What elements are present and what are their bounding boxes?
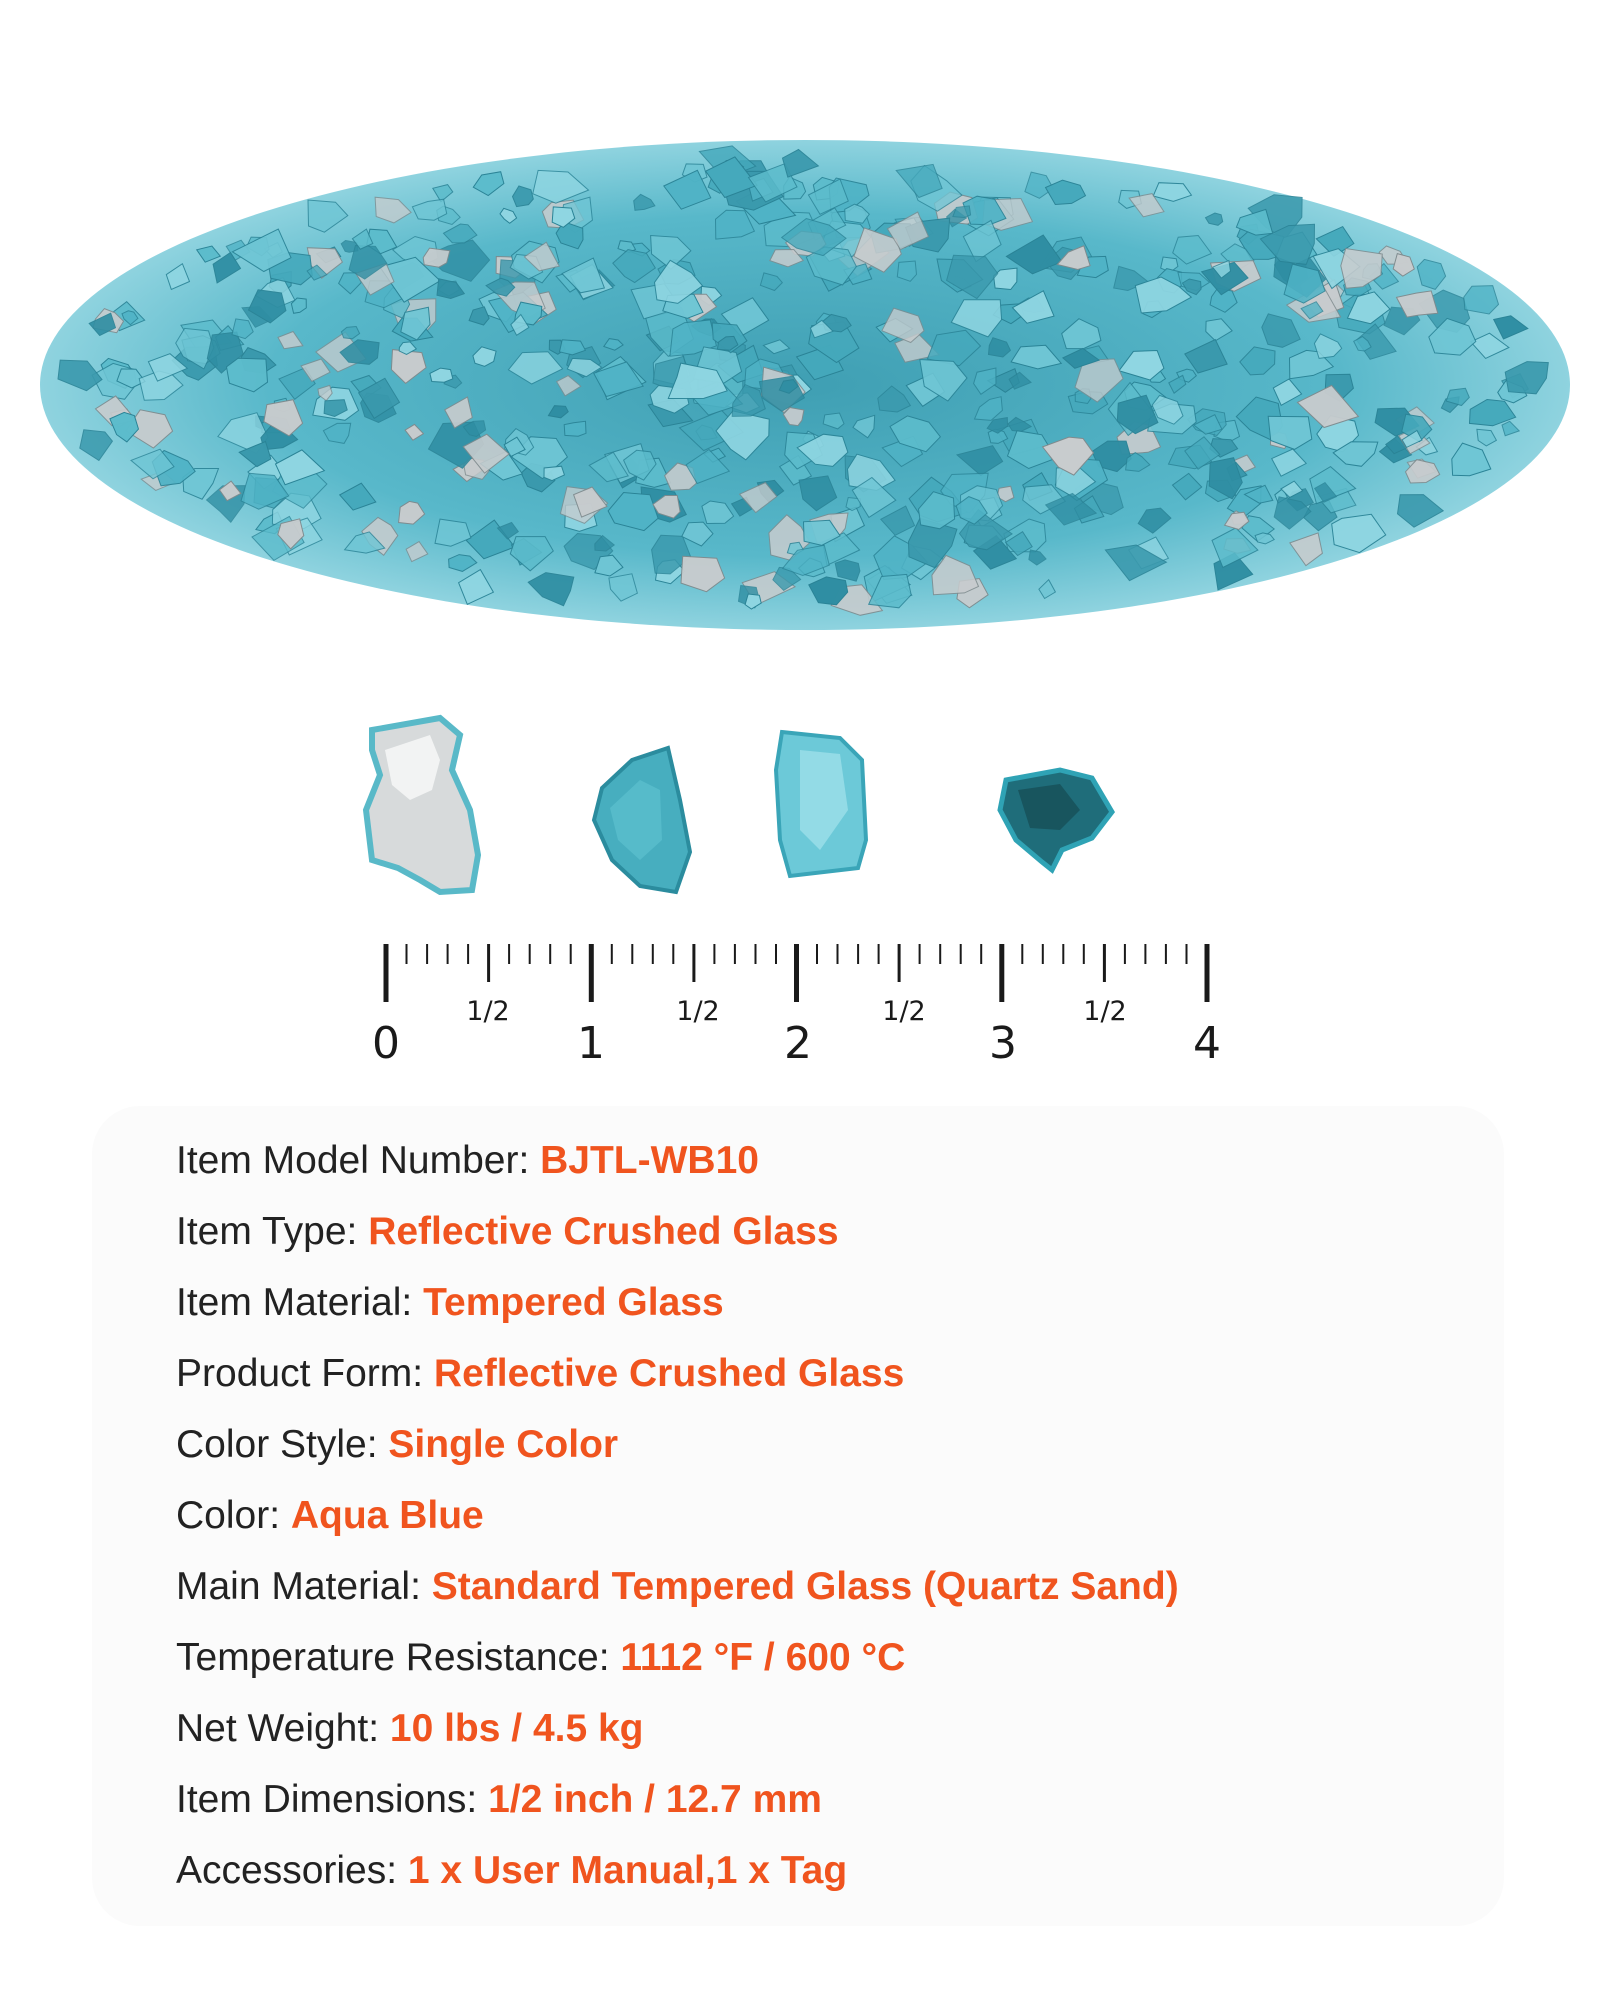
ruler-half-label-2: 1/2 [676,996,720,1027]
spec-label: Accessories: [176,1849,408,1892]
glass-pile-photo [0,0,1600,680]
dark-glass-piece [1000,770,1112,870]
spec-row-net-weight [176,1699,644,1759]
spec-label: Item Dimensions: [176,1778,489,1821]
spec-value: 1112 °F / 600 °C [620,1636,906,1679]
spec-row-main-material [176,1557,1179,1617]
spec-card [92,1106,1504,1926]
ruler-number-4: 4 [1193,1018,1221,1069]
spec-value: BJTL-WB10 [540,1139,759,1182]
ruler-number-2: 2 [784,1018,812,1069]
spec-label: Net Weight: [176,1707,390,1750]
spec-value: 1 x User Manual,1 x Tag [407,1849,848,1892]
spec-label: Item Type: [176,1210,369,1253]
ruler-number-3: 3 [989,1018,1017,1069]
spec-row-model-number [176,1131,759,1191]
spec-value: Reflective Crushed Glass [368,1210,839,1253]
spec-value: Single Color [388,1423,619,1466]
spec-label: Item Material: [176,1281,424,1324]
spec-row-accessories [176,1841,847,1901]
spec-label: Color Style: [176,1423,389,1466]
spec-row-item-material [176,1273,724,1333]
mirror-glass-piece [366,718,478,892]
size-ruler [0,930,1600,1090]
glass-chip [1464,286,1499,314]
glass-chip [564,421,586,436]
spec-value: Tempered Glass [423,1281,724,1324]
glass-pieces-samples [0,690,1600,930]
aqua-glass-piece [594,748,690,892]
ruler-half-label-3: 1/2 [882,996,926,1027]
spec-label: Main Material: [176,1565,432,1608]
spec-row-color-style [176,1415,618,1475]
spec-row-temperature-resistance [176,1628,905,1688]
ruler-number-1: 1 [577,1018,605,1069]
glass-chip [897,261,916,281]
spec-row-item-type [176,1202,839,1262]
spec-value: Reflective Crushed Glass [433,1352,905,1395]
spec-value: Aqua Blue [290,1494,484,1537]
spec-row-item-dimensions [176,1770,822,1830]
spec-row-color [176,1486,484,1546]
spec-value: 1/2 inch / 12.7 mm [488,1778,822,1821]
spec-value: 10 lbs / 4.5 kg [389,1707,644,1750]
glass-pile-illustration [0,0,1600,680]
spec-label: Item Model Number: [176,1139,541,1182]
clear-aqua-glass-piece [776,732,866,876]
spec-label: Product Form: [176,1352,434,1395]
spec-label: Temperature Resistance: [176,1636,621,1679]
spec-value: Standard Tempered Glass (Quartz Sand) [431,1565,1179,1608]
ruler-half-label-4: 1/2 [1083,996,1127,1027]
spec-label: Color: [176,1494,291,1537]
spec-row-product-form [176,1344,904,1404]
ruler-half-label-1: 1/2 [466,996,510,1027]
ruler-number-0: 0 [372,1018,400,1069]
